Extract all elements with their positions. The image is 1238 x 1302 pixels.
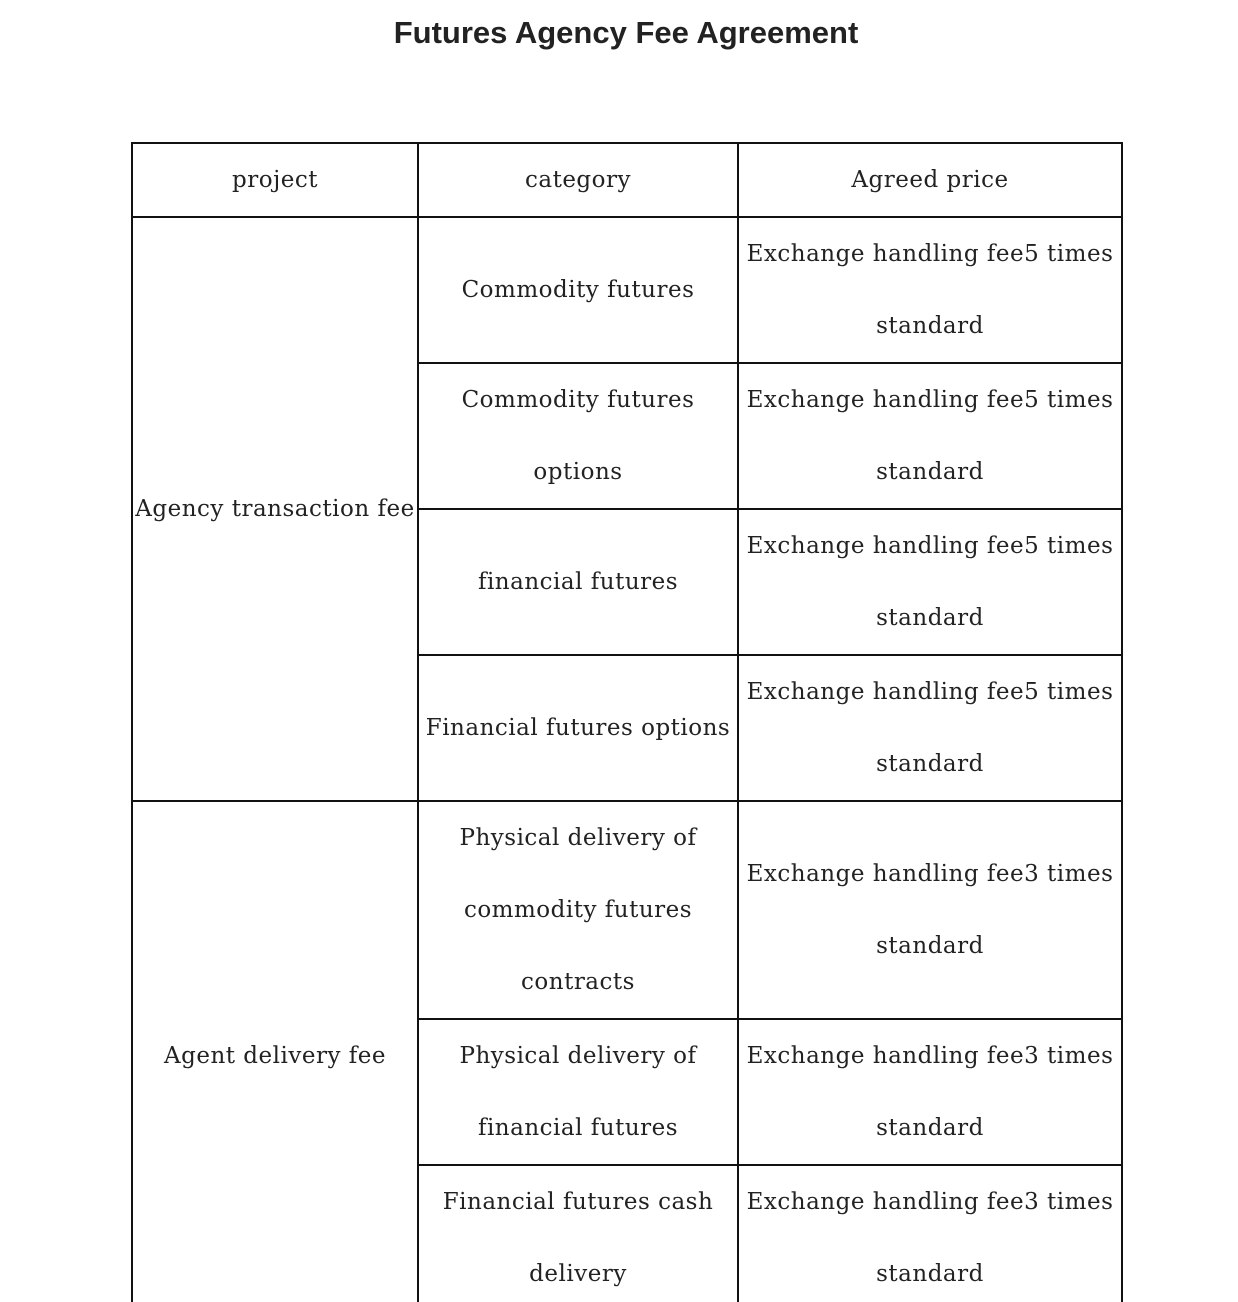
price-cell: Exchange handling fee5 times standard — [738, 217, 1122, 363]
price-cell: Exchange handling fee3 times standard — [738, 1019, 1122, 1165]
category-cell: Financial futures options — [418, 655, 738, 801]
column-header-category: category — [418, 143, 738, 217]
table-row — [132, 217, 1122, 363]
price-cell: Exchange handling fee3 times standard — [738, 801, 1122, 1019]
category-cell: Physical delivery of commodity futures contracts — [418, 801, 738, 1019]
category-cell: Physical delivery of financial futures — [418, 1019, 738, 1165]
price-cell: Exchange handling fee5 times standard — [738, 655, 1122, 801]
price-cell: Exchange handling fee5 times standard — [738, 509, 1122, 655]
project-cell: Agent delivery fee — [132, 801, 418, 1302]
column-header-project: project — [132, 143, 418, 217]
category-cell: Financial futures cash delivery — [418, 1165, 738, 1302]
category-cell: financial futures — [418, 509, 738, 655]
document-title: Futures Agency Fee Agreement — [393, 15, 859, 50]
table-header-row — [132, 143, 1122, 217]
category-cell: Commodity futures options — [418, 363, 738, 509]
price-cell: Exchange handling fee3 times standard — [738, 1165, 1122, 1302]
fee-table — [131, 142, 1123, 1302]
column-header-agreed-price: Agreed price — [738, 143, 1122, 217]
project-cell: Agency transaction fee — [132, 217, 418, 801]
price-cell: Exchange handling fee5 times standard — [738, 363, 1122, 509]
category-cell: Commodity futures — [418, 217, 738, 363]
table-row — [132, 801, 1122, 1019]
